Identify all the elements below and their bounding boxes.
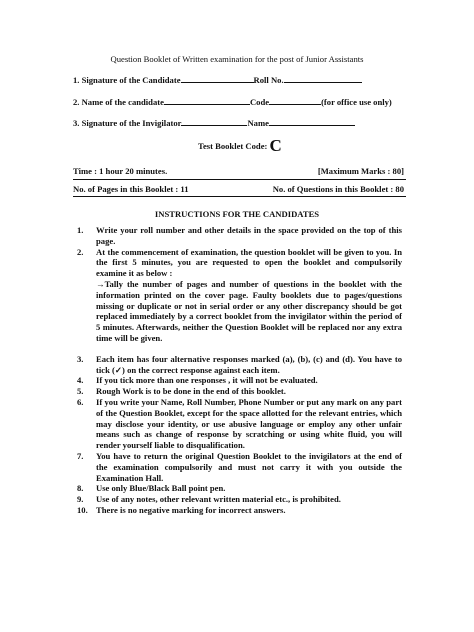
invigilator-signature-label: 3. Signature of the Invigilator [73, 118, 182, 128]
page-count: No. of Pages in this Booklet : 11 [73, 184, 189, 194]
instruction-subitem [77, 279, 402, 344]
instruction-text: If you write your Name, Roll Number, Phone Number or put any mark on any part of the Question Booklet, except for the space allotted for the relevant entries, which may disclose your identity, or use abusive language or employ any other unfair means such as change of response by scratching or using white fluid, you will render yourself liable to disqualification. [96, 396, 402, 451]
booklet-code-value: C [269, 136, 282, 155]
booklet-code-label: Test Booklet Code: [198, 141, 268, 151]
instruction-item [77, 354, 402, 376]
instruction-number [77, 279, 96, 344]
spacer [77, 344, 402, 354]
instruction-text: Rough Work is to be done in the end of this booklet. [96, 386, 286, 397]
office-use-note: (for office use only) [321, 97, 392, 107]
instruction-item [77, 247, 402, 279]
instruction-number: 3. [77, 353, 84, 364]
candidate-signature-row [73, 74, 362, 85]
instruction-text: Write your roll number and other details in the space provided on the top of this page. [96, 225, 402, 246]
invigilator-name-line[interactable] [269, 117, 355, 126]
instruction-number: 1. [77, 225, 84, 235]
divider [73, 196, 406, 197]
candidate-name-row [73, 96, 392, 107]
exam-time: Time : 1 hour 20 minutes. [73, 166, 168, 176]
instruction-item [77, 483, 402, 494]
instructions-heading: INSTRUCTIONS FOR THE CANDIDATES [154, 209, 320, 219]
maximum-marks: [Maximum Marks : 80] [317, 166, 404, 176]
document-title: Question Booklet of Written examination for the post of Junior Assistants [110, 54, 364, 64]
instruction-item [77, 375, 402, 386]
instruction-number: 8. [77, 483, 84, 494]
instruction-item [77, 494, 402, 505]
instruction-text: →Tally the number of pages and number of questions in the booklet with the information printed on the cover page. Faulty booklets due to pages/questions missing or duplicate or not in serial order or any other discrepancy should be got replaced immediately by a correct booklet from the invigilator within the period of 5 minutes. Afterwards, neither the Question Booklet will be replaced nor any extra time will be given. [96, 278, 402, 343]
instruction-item [77, 397, 402, 451]
instruction-text: Each item has four alternative responses marked (a), (b), (c) and (d). You have to tick (✓) on the correct response against each item. [96, 353, 402, 375]
instruction-item [77, 225, 402, 247]
invigilator-signature-line[interactable] [181, 117, 247, 126]
instruction-text: At the commencement of examination, the question booklet will be given to you. In the first 5 minutes, you are requested to open the booklet and compulsorily examine it as below : [96, 246, 402, 279]
instruction-text: If you tick more than one responses , it will not be evaluated. [96, 375, 318, 386]
instruction-text: Use of any notes, other relevant written material etc., is prohibited. [96, 494, 341, 505]
instruction-item [77, 386, 402, 397]
code-label: Code [249, 97, 270, 107]
instruction-text: There is no negative marking for incorrect answers. [96, 504, 286, 515]
question-count: No. of Questions in this Booklet : 80 [272, 184, 404, 194]
instruction-number: 5. [77, 386, 84, 397]
name-label: Name [247, 118, 269, 128]
code-line[interactable] [269, 96, 321, 105]
instruction-number: 7. [77, 450, 84, 461]
roll-no-line[interactable] [284, 74, 362, 83]
instruction-number: 9. [77, 494, 84, 505]
instruction-text: Use only Blue/Black Ball point pen. [96, 483, 226, 494]
instruction-text: You have to return the original Question Booklet to the invigilators at the end of the examination compulsorily and must not carry it with you outside the Examination Hall. [96, 450, 402, 483]
candidate-name-line[interactable] [164, 96, 250, 105]
candidate-signature-line[interactable] [181, 74, 254, 83]
test-booklet-code [198, 136, 282, 156]
instruction-number: 10. [77, 504, 88, 515]
candidate-signature-label: 1. Signature of the Candidate [73, 75, 181, 85]
invigilator-signature-row [73, 117, 355, 128]
roll-no-label: Roll No. [253, 75, 284, 85]
divider [73, 179, 406, 180]
instruction-item [77, 505, 402, 516]
instruction-number: 2. [77, 246, 84, 257]
instruction-item [77, 451, 402, 483]
instruction-number: 4. [77, 375, 84, 386]
instructions-list [77, 225, 402, 516]
instruction-number: 6. [77, 396, 84, 407]
candidate-name-label: 2. Name of the candidate [73, 97, 164, 107]
